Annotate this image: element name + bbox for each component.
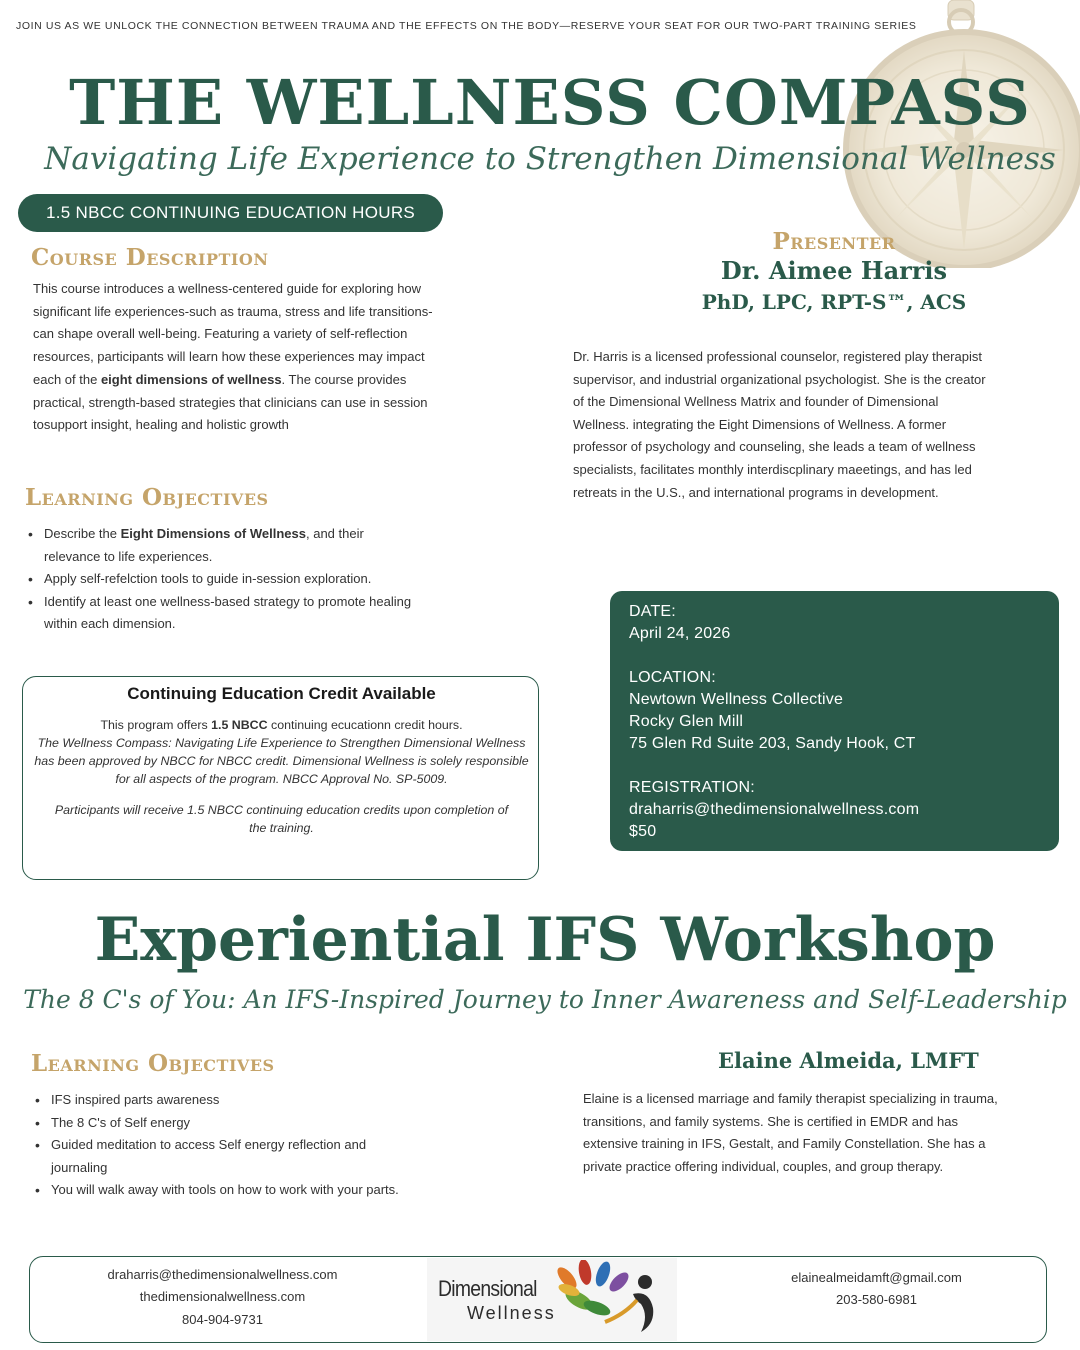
presenter-credentials: PhD, LPC, RPT-S™, ACS <box>701 290 967 314</box>
list-item: • Identify at least one wellness-based strategy to promote healing within each dimension. <box>25 591 417 636</box>
registration-email[interactable]: draharris@thedimensionalwellness.com <box>629 801 920 818</box>
course-description-part2: . The course provides practical, strength-based strategies that clinicians can use in session tosupport insight, healing and holistic growth <box>33 371 428 433</box>
ce-credit-bold: 1.5 NBCC <box>211 718 268 732</box>
price: $50 <box>629 823 657 840</box>
list-item: • Apply self-refelction tools to guide in-session exploration. <box>25 568 417 591</box>
objective-text: Describe the <box>44 526 121 541</box>
ce-credit-text: continuing ecucationn credit hours. <box>267 718 463 732</box>
date-value: April 24, 2026 <box>629 625 731 642</box>
presenter-bio: Dr. Harris is a licensed professional counselor, registered play therapist supervisor, and industrial organizational psychologist. She is the creator of the Dimensional Wellness Matrix and founder of Dimensional Wellness. integrating the Eight Dimensions of Wellness. A former professor of psychology and counseling, she leads a team of wellness specialists, facilitates monthly interdiscplinary maeetings, and has led retreats in the U.S., and international programs in development. <box>573 349 986 500</box>
workshop-subtitle: The 8 C's of You: An IFS-Inspired Journey to Inner Awareness and Self-Leadership <box>23 985 1067 1014</box>
ce-approval-text: The Wellness Compass: Navigating Life Experience to Strengthen Dimensional Wellness has been approved by NBCC for NBCC credit. Dimensional Wellness is solely responsible for all aspects of the program. NBCC Approval No. SP-5009. <box>34 736 529 786</box>
presenter-heading: Presenter <box>772 228 896 255</box>
date-label: DATE: <box>629 603 676 620</box>
event-details-box <box>610 591 1059 851</box>
footer-left-contacts <box>70 1264 375 1331</box>
list-item: • Guided meditation to access Self energy reflection and journaling <box>32 1134 412 1179</box>
list-item: • IFS inspired parts awareness <box>32 1089 412 1112</box>
dimensional-wellness-logo <box>427 1258 677 1341</box>
ce-credit-line <box>27 716 536 734</box>
ce-credit-box <box>22 676 539 880</box>
presenter-name: Dr. Aimee Harris <box>720 256 948 285</box>
logo-text: Dimensional <box>438 1276 537 1301</box>
workshop-objectives-heading: Learning Objectives <box>31 1050 275 1077</box>
ce-credit-text: This program offers <box>100 718 212 732</box>
ce-credit-note: Participants will receive 1.5 NBCC continuing education credits upon completion of the training. <box>54 803 509 835</box>
location-label: LOCATION: <box>629 669 716 686</box>
ce-credit-title: Continuing Education Credit Available <box>127 684 436 703</box>
logo-text: Wellness <box>467 1303 556 1323</box>
location-line: 75 Glen Rd Suite 203, Sandy Hook, CT <box>629 735 916 752</box>
list-item: • The 8 C's of Self energy <box>32 1112 412 1135</box>
footer-contact-box <box>29 1256 1047 1343</box>
main-subtitle: Navigating Life Experience to Strengthen Dimensional Wellness <box>44 141 1056 177</box>
leaf-logo-icon <box>545 1260 673 1338</box>
location-line: Newtown Wellness Collective <box>629 691 844 708</box>
learning-objectives-list <box>25 523 417 636</box>
contact-phone[interactable]: 203-580-6981 <box>836 1292 917 1308</box>
contact-email[interactable]: draharris@thedimensionalwellness.com <box>107 1267 338 1282</box>
workshop-presenter-name: Elaine Almeida, LMFT <box>718 1048 979 1073</box>
location-line: Rocky Glen Mill <box>629 713 744 730</box>
course-description-part1: This course introduces a wellness-centered guide for exploring how significant life experiences-such as trauma, stress and life transitions-can shape overall well-being. Featuring a variety of self-reflection resources, participants will learn how these experiences may impact each of the <box>33 281 433 387</box>
contact-website[interactable]: thedimensionalwellness.com <box>139 1289 306 1305</box>
objective-bold: Eight Dimensions of Wellness <box>120 526 306 541</box>
list-item <box>25 523 417 568</box>
contact-email[interactable]: elainealmeidamft@gmail.com <box>791 1270 962 1285</box>
workshop-title: Experiential IFS Workshop <box>94 905 996 975</box>
registration-label: REGISTRATION: <box>629 779 755 796</box>
top-banner: JOIN US AS WE UNLOCK THE CONNECTION BETWEEN TRAUMA AND THE EFFECTS ON THE BODY—RESERVE YOUR SEAT FOR OUR TWO-PART TRAINING SERIES <box>16 20 917 32</box>
course-description-heading: Course Description <box>31 244 269 271</box>
workshop-presenter-bio: Elaine is a licensed marriage and family therapist specializing in trauma, transitions, and family systems. She is certified in EMDR and has extensive training in IFS, Gestalt, and Family Constellation. She has a private practice offering individual, couples, and group therapy. <box>583 1091 998 1174</box>
course-description-text <box>33 278 445 437</box>
list-item: • You will walk away with tools on how to work with your parts. <box>32 1179 412 1202</box>
ce-credit-body <box>27 716 536 788</box>
contact-phone[interactable]: 804-904-9731 <box>182 1311 263 1327</box>
footer-right-contacts <box>730 1267 1023 1312</box>
learning-objectives-heading: Learning Objectives <box>25 484 269 511</box>
main-title: THE WELLNESS COMPASS <box>69 66 1031 139</box>
course-description-bold: eight dimensions of wellness <box>100 371 282 387</box>
objective-text: , and their relevance to life experiences. <box>44 526 364 564</box>
workshop-objectives-list <box>32 1089 412 1202</box>
ce-hours-badge: 1.5 NBCC CONTINUING EDUCATION HOURS <box>18 194 443 232</box>
